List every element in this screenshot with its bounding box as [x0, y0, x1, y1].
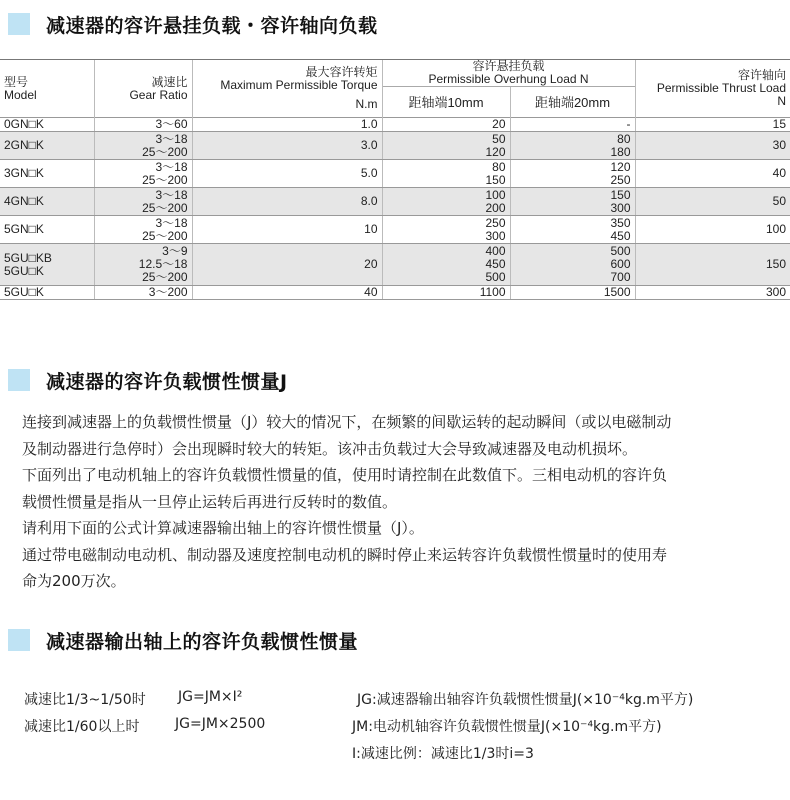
cell-gear-ratio: [94, 216, 192, 244]
cell-max-torque: 20: [192, 244, 382, 286]
cell-load-20mm-value: 120: [610, 159, 631, 174]
cell-load-10mm: [382, 244, 510, 286]
cell-load-20mm: [510, 160, 635, 188]
cell-model-value: 5GU□K: [4, 263, 44, 278]
cell-gear-ratio-value: 12.5～18: [138, 257, 188, 271]
cell-load-10mm: [382, 118, 510, 132]
header-model: 型号 Model: [0, 60, 94, 118]
header-max-torque: 最大容许转矩 Maximum Permissible Torque N.m: [192, 60, 382, 118]
section-marker: [8, 369, 30, 391]
cell-load-10mm-value: 100: [485, 187, 506, 202]
table-row: [0, 118, 790, 132]
cell-thrust-load: 40: [635, 160, 790, 188]
cell-load-10mm-value: 20: [492, 117, 506, 131]
cell-load-20mm-value: 700: [610, 270, 631, 284]
cell-load-20mm: [510, 216, 635, 244]
cell-gear-ratio-value: 25～200: [142, 144, 188, 159]
paragraph-line: 通过带电磁制动电动机、制动器及速度控制电动机的瞬时停止来运转容许负载惯性惯量时的使用寿: [22, 545, 668, 564]
formula-condition-1: 减速比1/3~1/50时: [24, 692, 146, 708]
table-row: [0, 216, 790, 244]
header-thrust-load: 容许轴向 Permissible Thrust Load N: [635, 60, 790, 118]
header-overhung-load: 容许悬挂负载 Permissible Overhung Load N: [382, 60, 635, 87]
cell-gear-ratio: [94, 132, 192, 160]
cell-model: [0, 286, 94, 300]
cell-load-20mm-value: -: [626, 117, 631, 131]
section-marker: [8, 629, 30, 651]
cell-gear-ratio-value: 25～200: [142, 228, 188, 243]
cell-thrust-load: 100: [635, 216, 790, 244]
paragraph-line: 载惯性惯量是指从一旦停止运转后再进行反转时的数值。: [22, 492, 398, 511]
paragraph-line: 请利用下面的公式计算减速器输出轴上的容许惯性惯量（J）。: [22, 519, 424, 537]
cell-load-10mm-value: 500: [485, 270, 506, 284]
formula-note-jg: JG:减速器输出轴容许负载惯性惯量J(×10⁻⁴kg.m平方): [357, 692, 694, 708]
cell-model-value: 3GN□K: [4, 166, 44, 180]
paragraph-line: 及制动器进行急停时）会出现瞬时较大的转矩。该冲击负载过大会导致减速器及电动机损坏。: [22, 439, 638, 458]
cell-load-10mm-value: 300: [485, 228, 506, 243]
cell-load-10mm: [382, 286, 510, 300]
cell-gear-ratio-value: 3～18: [155, 159, 188, 174]
cell-model-value: 5GU□KB: [4, 250, 52, 265]
cell-load-10mm-value: 200: [485, 200, 506, 215]
cell-load-20mm-value: 180: [610, 144, 631, 159]
cell-model: [0, 160, 94, 188]
formula-equation-1: JG=JM×I²: [178, 689, 243, 705]
cell-gear-ratio-value: 25～200: [142, 270, 188, 284]
cell-load-10mm-value: 120: [485, 144, 506, 159]
cell-model: [0, 118, 94, 132]
cell-gear-ratio-value: 3～200: [148, 285, 188, 299]
section-marker: [8, 13, 30, 35]
cell-gear-ratio-value: 3～18: [155, 187, 188, 202]
cell-load-20mm-value: 500: [610, 244, 631, 258]
table-row: [0, 286, 790, 300]
cell-max-torque: 1.0: [192, 118, 382, 132]
paragraph-line: 命为200万次。: [22, 572, 126, 590]
cell-load-10mm-value: 250: [485, 215, 506, 230]
paragraph-line: 连接到减速器上的负载惯性惯量（J）较大的情况下，在频繁的间歇运转的起动瞬间（或以电磁制动: [22, 413, 672, 431]
cell-gear-ratio: [94, 244, 192, 286]
cell-model: [0, 188, 94, 216]
cell-load-20mm-value: 300: [610, 200, 631, 215]
cell-model-value: 5GN□K: [4, 222, 44, 236]
formula-condition-2: 减速比1/60以上时: [24, 719, 140, 735]
cell-load-10mm: [382, 132, 510, 160]
cell-model-value: 2GN□K: [4, 138, 44, 152]
cell-max-torque: 3.0: [192, 132, 382, 160]
cell-thrust-load: 150: [635, 244, 790, 286]
cell-load-20mm-value: 1500: [603, 285, 631, 299]
section-header-inertia: [8, 367, 288, 393]
section-title: 减速器的容许负载惯性惯量J: [46, 370, 288, 393]
cell-gear-ratio: [94, 118, 192, 132]
cell-load-20mm: [510, 132, 635, 160]
section-title: 减速器的容许悬挂负载・容许轴向负载: [46, 14, 378, 37]
cell-load-10mm-value: 150: [485, 172, 506, 187]
cell-thrust-load: 50: [635, 188, 790, 216]
cell-model: [0, 216, 94, 244]
cell-load-20mm: [510, 244, 635, 286]
cell-load-20mm: [510, 118, 635, 132]
cell-load-20mm-value: 150: [610, 187, 631, 202]
cell-load-10mm-value: 1100: [479, 285, 506, 299]
cell-gear-ratio-value: 25～200: [142, 172, 188, 187]
formula-equation-2: JG=JM×2500: [175, 716, 266, 732]
formula-note-jm: JM:电动机轴容许负载惯性惯量J(×10⁻⁴kg.m平方): [352, 719, 662, 735]
load-spec-table: [0, 59, 790, 300]
cell-max-torque: 5.0: [192, 160, 382, 188]
cell-gear-ratio-value: 3～18: [155, 215, 188, 230]
cell-load-10mm: [382, 160, 510, 188]
cell-gear-ratio: [94, 160, 192, 188]
cell-max-torque: 10: [192, 216, 382, 244]
cell-thrust-load: 300: [635, 286, 790, 300]
cell-gear-ratio-value: 3～60: [155, 117, 188, 131]
cell-load-20mm-value: 80: [617, 131, 631, 146]
cell-model-value: 5GU□K: [4, 285, 44, 299]
cell-load-20mm-value: 250: [610, 172, 631, 187]
cell-model-value: 0GN□K: [4, 117, 44, 131]
cell-thrust-load: 30: [635, 132, 790, 160]
cell-thrust-load: 15: [635, 118, 790, 132]
header-load-10mm: 距轴端10mm: [382, 87, 510, 118]
cell-load-10mm-value: 80: [492, 159, 506, 174]
cell-model: [0, 244, 94, 286]
cell-gear-ratio: [94, 188, 192, 216]
cell-gear-ratio-value: 3～18: [155, 131, 188, 146]
section-title: 减速器输出轴上的容许负载惯性惯量: [46, 630, 359, 653]
inertia-description: [22, 409, 782, 595]
cell-gear-ratio-value: 3～9: [162, 244, 188, 258]
section-header-output-inertia: [8, 627, 358, 653]
table-row: [0, 188, 790, 216]
cell-gear-ratio: [94, 286, 192, 300]
cell-model-value: 4GN□K: [4, 194, 44, 208]
header-load-20mm: 距轴端20mm: [510, 87, 635, 118]
header-gear-ratio: 减速比 Gear Ratio: [94, 60, 192, 118]
cell-max-torque: 40: [192, 286, 382, 300]
cell-load-20mm: [510, 286, 635, 300]
cell-load-20mm-value: 600: [610, 257, 631, 271]
formula-note-i: I:减速比例：减速比1/3时i=3: [352, 746, 534, 762]
paragraph-line: 下面列出了电动机轴上的容许负载惯性惯量的值，使用时请控制在此数值下。三相电动机的容许负: [22, 466, 668, 484]
cell-gear-ratio-value: 25～200: [142, 200, 188, 215]
cell-load-10mm-value: 400: [485, 244, 506, 258]
cell-load-20mm-value: 350: [610, 215, 631, 230]
cell-max-torque: 8.0: [192, 188, 382, 216]
cell-load-10mm: [382, 216, 510, 244]
cell-load-10mm-value: 50: [492, 131, 506, 146]
cell-load-20mm-value: 450: [610, 228, 631, 243]
table-row: [0, 244, 790, 286]
table-row: [0, 160, 790, 188]
section-header-load: [8, 11, 378, 37]
cell-model: [0, 132, 94, 160]
cell-load-20mm: [510, 188, 635, 216]
cell-load-10mm: [382, 188, 510, 216]
table-row: [0, 132, 790, 160]
cell-load-10mm-value: 450: [485, 257, 506, 271]
